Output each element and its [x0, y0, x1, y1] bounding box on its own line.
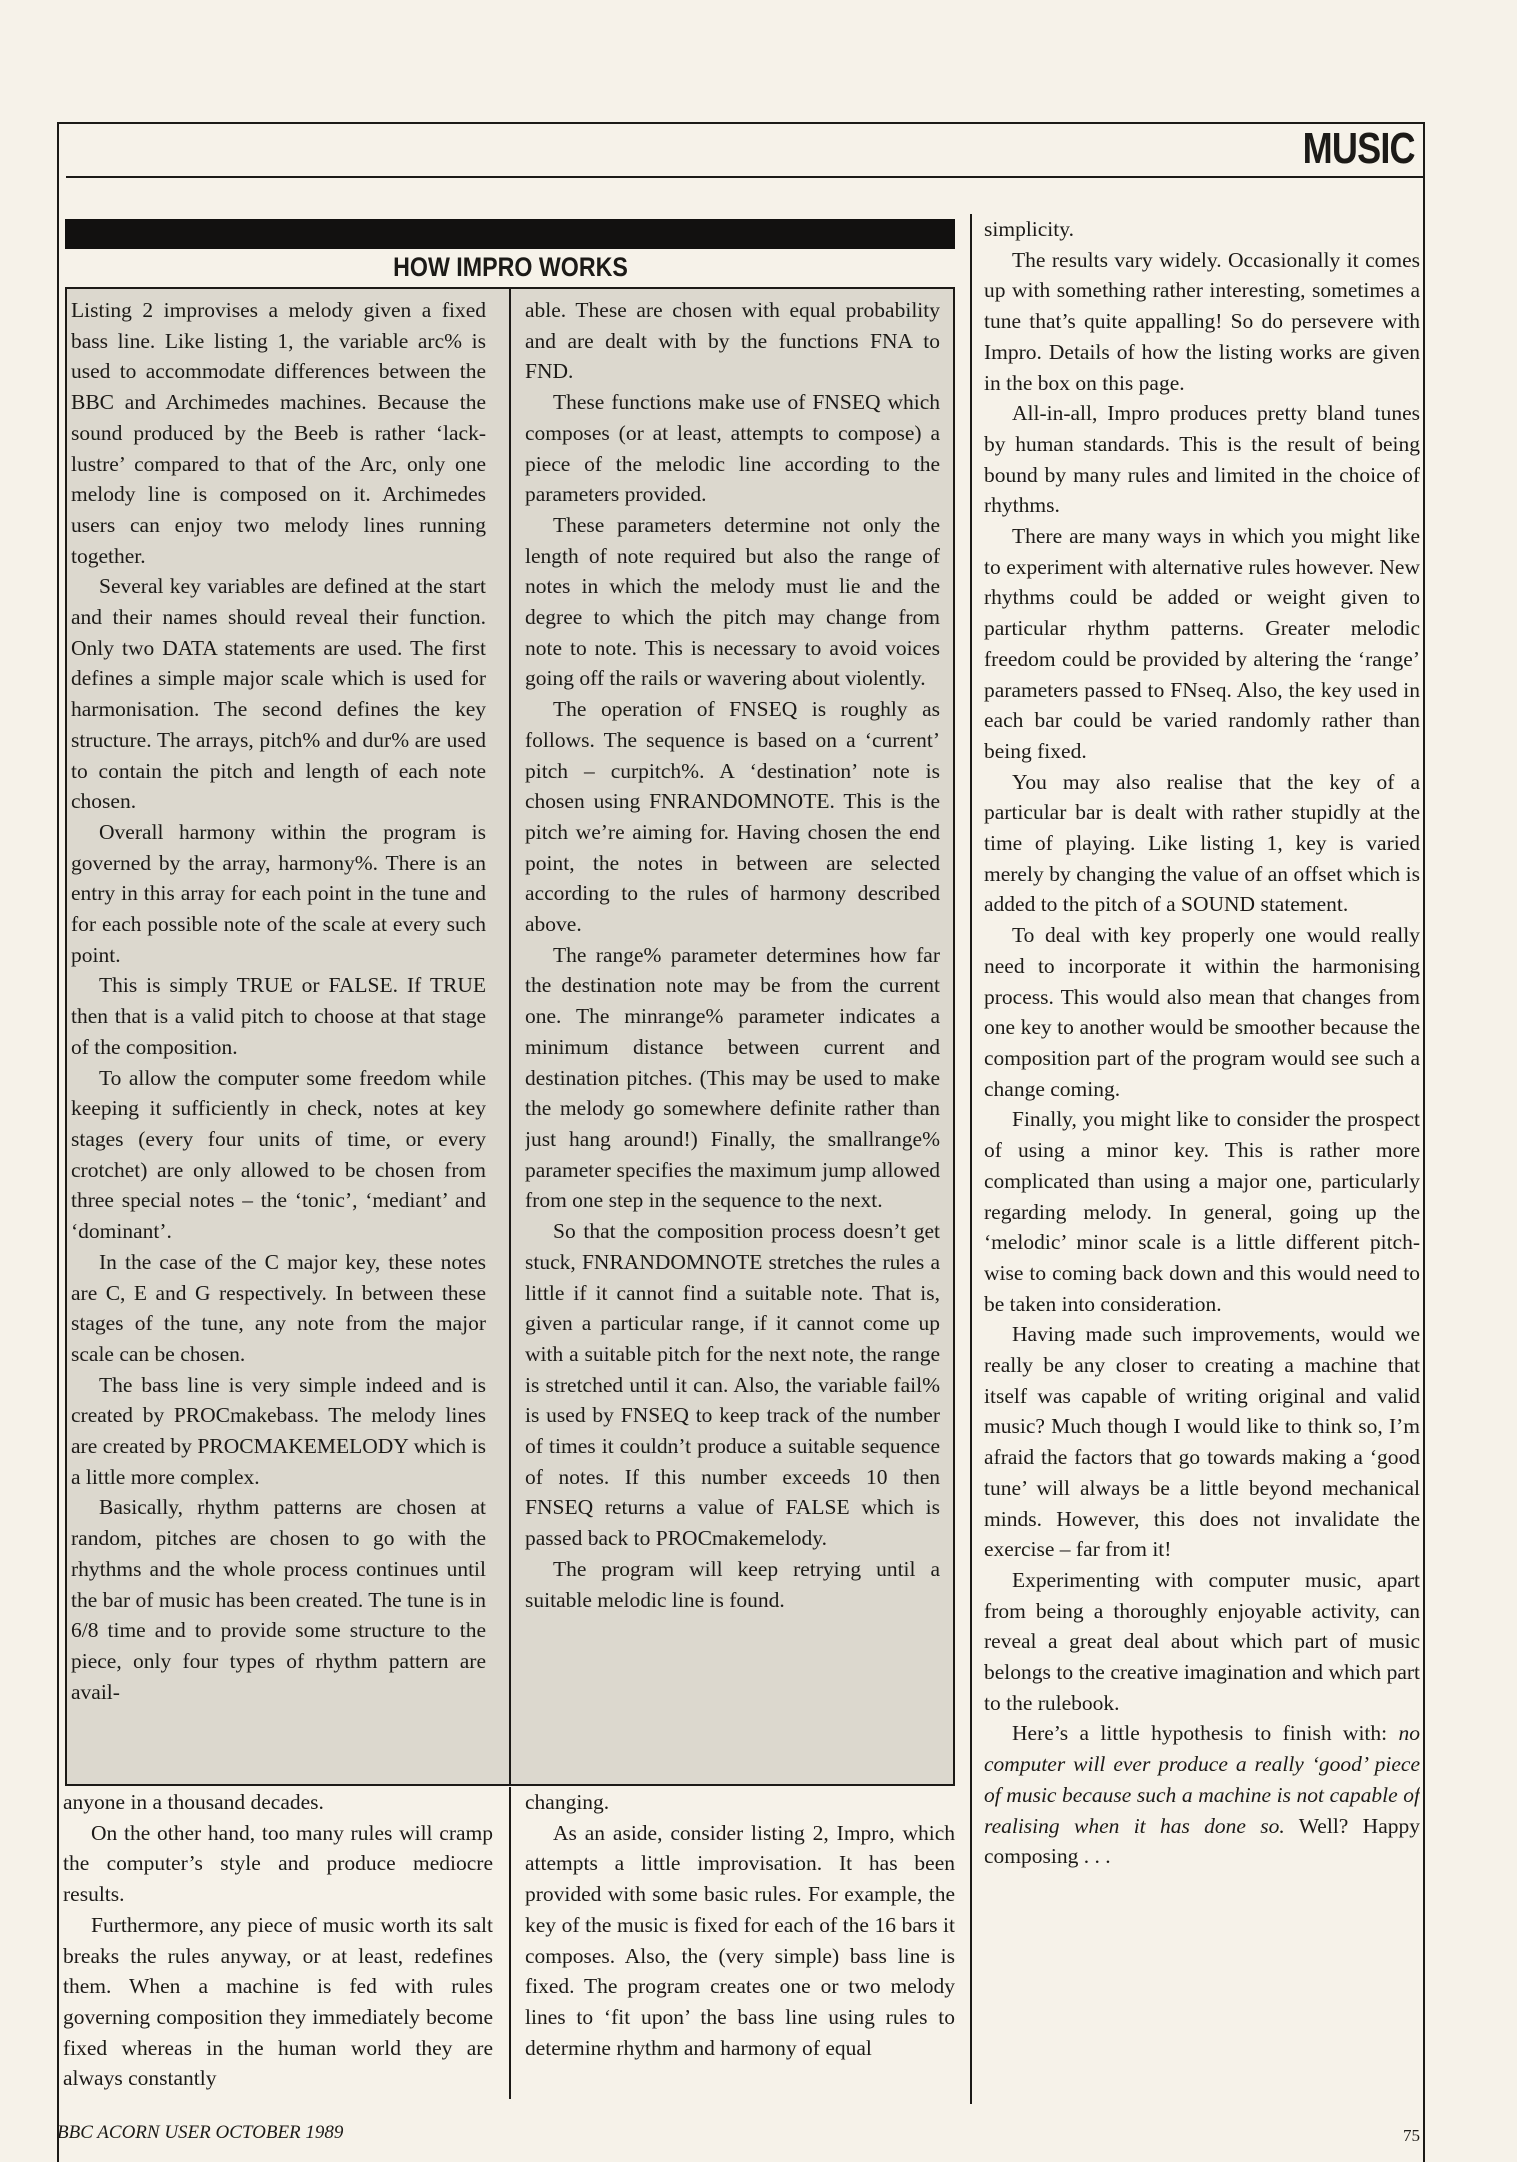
- article-column-3: [984, 214, 1420, 2100]
- box-paragraph: Listing 2 improvises a melody given a fixed bass line. Like listing 1, the variable arc% is used to accommodate differences between the BBC and Archimedes machines. Because the sound produced by the Beeb is rather ‘lack-lustre’ compared to that of the Arc, only one melody line is composed on it. Archimedes users can enjoy two melody lines running together.: [71, 298, 486, 568]
- box-paragraph: The range% parameter determines how far the destination note may be from the current one. The minrange% parameter indicates a minimum distance between current and destination pitches. (This may be used to make the melody go somewhere definite rather than just hang around!) Finally, the smallrange% parameter specifies the maximum jump allowed from one step in the sequence to the next.: [525, 942, 940, 1213]
- box-paragraph: These parameters determine not only the length of note required but also the range of notes in which the melody must lie and the degree to which the pitch may change from note to note. This is necessary to avoid voices going off the rails or wavering about violently.: [525, 512, 940, 691]
- page-number: 75: [1403, 2126, 1420, 2145]
- article-paragraph: Furthermore, any piece of music worth its salt breaks the rules anyway, or at least, redefines them. When a machine is fed with rules governing composition they immediately become fixed whereas in the human world they are always constantly: [63, 1912, 493, 2091]
- box-column-2: [525, 295, 940, 1780]
- article-paragraph: Having made such improvements, would we really be any closer to creating a machine that itself was capable of writing original and valid music? Much though I would like to think so, I’m afraid the factors that go towards making a ‘good tune’ will always be a little beyond mechanical minds. However, this does not invalidate the exercise – far from it!: [984, 1322, 1420, 1562]
- header-rule: [66, 176, 1423, 178]
- box-title-text: HOW IMPRO WORKS: [392, 252, 628, 282]
- box-paragraph: Several key variables are defined at the start and their names should reveal their function. Only two DATA statements are used. The first defines a simple major scale which is used for harmonisation. The second defines the key structure. The arrays, pitch% and dur% are used to contain the pitch and length of each note chosen.: [71, 574, 486, 814]
- frame-left-rule: [57, 122, 59, 2162]
- article-paragraph: The results vary widely. Occasionally it comes up with something rather interesting, sometimes a tune that’s quite appalling! So do persevere with Impro. Details of how the listing works are given in the box on this page.: [984, 247, 1420, 395]
- box-title: [65, 250, 955, 284]
- article-paragraph: You may also realise that the key of a particular bar is dealt with rather stupidly at the time of playing. Like listing 1, key is varied merely by changing the value of an offset which is added to the pitch of a SOUND statement.: [984, 769, 1420, 917]
- box-paragraph: The program will keep retrying until a suitable melodic line is found.: [525, 1556, 940, 1612]
- box-title-bar: [65, 219, 955, 249]
- article-paragraph: changing.: [525, 1790, 610, 1814]
- article-paragraph: To deal with key properly one would really need to incorporate it within the harmonising process. This would also mean that changes from one key to another would be smoother because the composition part of the program would see such a change coming.: [984, 923, 1420, 1101]
- article-paragraph: As an aside, consider listing 2, Impro, which attempts a little improvisation. It has been provided with some basic rules. For example, the key of the music is fixed for each of the 16 bars it composes. Also, the (very simple) bass line is fixed. The program creates one or two melody lines to ‘fit upon’ the bass line using rules to determine rhythm and harmony of equal: [525, 1820, 955, 2060]
- footer-publication: BBC ACORN USER OCTOBER 1989: [57, 2122, 344, 2143]
- box-paragraph: So that the composition process doesn’t get stuck, FNRANDOMNOTE stretches the rules a little if it cannot find a suitable note. That is, given a particular range, if it cannot come up with a suitable pitch for the next note, the range is stretched until it can. Also, the variable fail% is used by FNSEQ to keep track of the number of times it couldn’t produce a suitable sequence of notes. If this number exceeds 10 then FNSEQ returns a value of FALSE which is passed back to PROCmakemelody.: [525, 1219, 940, 1551]
- article-paragraph: simplicity.: [984, 217, 1074, 241]
- frame-right-rule: [1423, 122, 1425, 2162]
- article-paragraph: On the other hand, too many rules will cramp the computer’s style and produce mediocre results.: [63, 1820, 493, 1907]
- article-paragraph: There are many ways in which you might like to experiment with alternative rules however. New rhythms could be added or weight given to particular rhythm patterns. Greater melodic freedom could be provided by altering the ‘range’ parameters passed to FNseq. Also, the key used in each bar could be varied randomly rather than being fixed.: [984, 524, 1420, 763]
- article-paragraph: Finally, you might like to consider the prospect of using a minor key. This is rather more complicated than using a major one, particularly regarding melody. In general, going up the ‘melodic’ minor scale is a little different pitch-wise to coming back down and this would need to be taken into consideration.: [984, 1107, 1420, 1316]
- box-paragraph: In the case of the C major key, these notes are C, E and G respectively. In between these stages of the tune, any note from the major scale can be chosen.: [71, 1249, 486, 1366]
- column-divider: [509, 1787, 511, 2099]
- box-column-divider: [509, 287, 511, 1786]
- closing-intro: Here’s a little hypothesis to finish with:: [1012, 1721, 1388, 1746]
- closing-end: Well? Happy composing . . .: [984, 1813, 1420, 1869]
- box-column-1: [71, 295, 486, 1780]
- box-paragraph: able. These are chosen with equal probability and are dealt with by the functions FNA to FND.: [525, 298, 940, 384]
- box-paragraph: The bass line is very simple indeed and is created by PROCmakebass. The melody lines are created by PROCMAKEMELODY which is a little more complex.: [71, 1372, 486, 1489]
- article-column-1: [63, 1787, 493, 2097]
- section-title: MUSIC: [1302, 124, 1415, 173]
- article-paragraph: Experimenting with computer music, apart from being a thoroughly enjoyable activity, can reveal a great deal about which part of music belongs to the creative imagination and which part to the rulebook.: [984, 1567, 1420, 1715]
- box-paragraph: To allow the computer some freedom while keeping it sufficiently in check, notes at key stages (every four units of time, or every crotchet) are only allowed to be chosen from three special notes – the ‘tonic’, ‘mediant’ and ‘dominant’.: [71, 1065, 486, 1244]
- box-paragraph: Basically, rhythm patterns are chosen at random, pitches are chosen to go with the rhythms and the whole process continues until the bar of music has been created. The tune is in 6/8 time and to provide some structure to the piece, only four types of rhythm pattern are avail-: [71, 1495, 486, 1704]
- box-paragraph: Overall harmony within the program is governed by the array, harmony%. There is an entry in this array for each point in the tune and for each possible note of the scale at every such point.: [71, 819, 486, 967]
- column-divider-right: [970, 214, 972, 2104]
- closing-hypothesis: no computer will ever produce a really ‘good’ piece of music because such a machine is not capable of realising when it has done so.: [984, 1721, 1420, 1838]
- article-paragraph: All-in-all, Impro produces pretty bland tunes by human standards. This is the result of being bound by many rules and limited in the choice of rhythms.: [984, 401, 1420, 518]
- closing-paragraph: [984, 1718, 1420, 1872]
- article-column-2: [525, 1787, 955, 2097]
- box-paragraph: The operation of FNSEQ is roughly as follows. The sequence is based on a ‘current’ pitch – curpitch%. A ‘destination’ note is chosen using FNRANDOMNOTE. This is the pitch we’re aiming for. Having chosen the end point, the notes in between are selected according to the rules of harmony described above.: [525, 697, 940, 937]
- box-paragraph: This is simply TRUE or FALSE. If TRUE then that is a valid pitch to choose at that stage of the composition.: [71, 973, 486, 1059]
- article-paragraph: anyone in a thousand decades.: [63, 1790, 324, 1814]
- box-paragraph: These functions make use of FNSEQ which composes (or at least, attempts to compose) a piece of the melodic line according to the parameters provided.: [525, 390, 940, 507]
- frame-top-rule: [57, 122, 1424, 124]
